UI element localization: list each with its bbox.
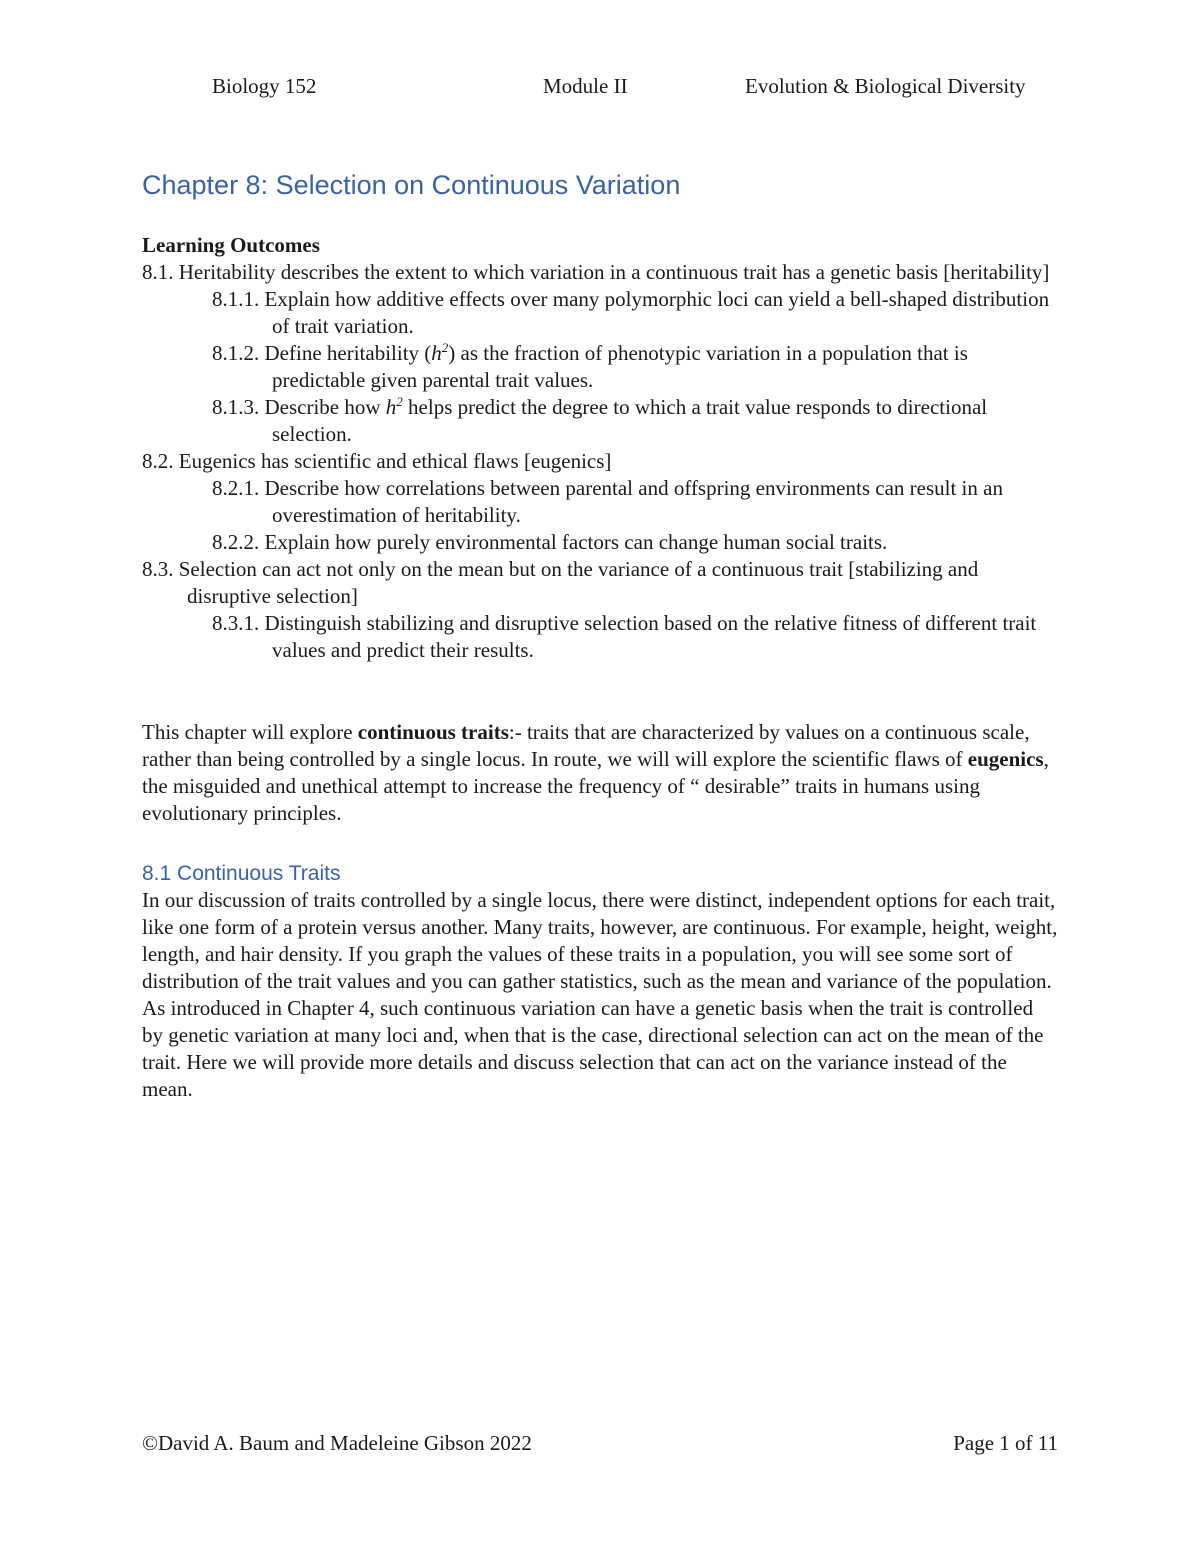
- section-body-8-1: In our discussion of traits controlled by a single locus, there were distinct, independent options for each trait, like one form of a protein versus another. Many traits, however, are continuous. For example, height, weight, length, and hair density. If you graph the values of these traits in a population, you will see some sort of distribution of the trait values and you can gather statistics, such as the mean and variance of the population. As introduced in Chapter 4, such continuous variation can have a genetic basis when the trait is controlled by genetic variation at many loci and, when that is the case, directional selection can act on the mean of the trait. Here we will provide more details and discuss selection that can act on the variance instead of the mean.: [142, 888, 1058, 1101]
- heritability-h: h: [431, 341, 442, 365]
- header-module: Module II: [543, 74, 628, 98]
- learning-outcomes-list: [142, 259, 1057, 664]
- outcome-8-2-1: 8.2.1. Describe how correlations between parental and offspring environments can result in an overestimation of heritability.: [212, 476, 1003, 527]
- outcome-8-3-1: 8.3.1. Distinguish stabilizing and disruptive selection based on the relative fitness of different trait values and predict their results.: [212, 611, 1037, 662]
- intro-text-3: , the misguided and unethical attempt to increase the frequency of “ desirable” traits in humans using evolutionary principles.: [142, 747, 1049, 825]
- header-topic: Evolution & Biological Diversity: [745, 74, 1026, 98]
- intro-text-2: :- traits that are characterized by values on a continuous scale, rather than being controlled by a single locus. In route, we will will explore the scientific flaws of: [142, 720, 1030, 771]
- outcome-8-1-3-text-end: helps predict the degree to which a trait value responds to directional selection.: [272, 395, 988, 446]
- outcome-8-1-1: 8.1.1. Explain how additive effects over many polymorphic loci can yield a bell-shaped distribution of trait variation.: [212, 287, 1050, 338]
- heritability-symbol: [431, 341, 448, 365]
- outcome-8-1-2-text-end: ) as the fraction of phenotypic variation in a population that is predictable given parental trait values.: [272, 341, 968, 392]
- chapter-title: Chapter 8: Selection on Continuous Variation: [142, 170, 681, 200]
- section-heading-8-1: 8.1 Continuous Traits: [142, 862, 341, 885]
- heritability-exponent: 2: [441, 340, 449, 355]
- outcome-8-2: 8.2. Eugenics has scientific and ethical flaws [eugenics]: [142, 449, 612, 473]
- outcome-8-1: 8.1. Heritability describes the extent to which variation in a continuous trait has a genetic basis [heritability]: [142, 260, 1050, 284]
- header-course: Biology 152: [212, 74, 317, 98]
- footer-copyright: ©David A. Baum and Madeleine Gibson 2022: [142, 1431, 532, 1455]
- outcome-8-3: 8.3. Selection can act not only on the mean but on the variance of a continuous trait [stabilizing and disruptive selection]: [142, 557, 979, 608]
- outcome-8-1-2: [142, 340, 1057, 394]
- outcome-8-1-3-text-start: 8.1.3. Describe how: [212, 395, 386, 419]
- term-continuous-traits: continuous traits: [357, 720, 509, 744]
- heritability-exponent: 2: [396, 394, 403, 409]
- term-eugenics: eugenics: [967, 747, 1044, 771]
- heritability-h: h: [385, 395, 397, 419]
- intro-paragraph: [142, 719, 1058, 827]
- learning-outcomes-heading: Learning Outcomes: [142, 233, 320, 257]
- footer-page-number: Page 1 of 11: [953, 1431, 1058, 1455]
- outcome-8-1-2-text-start: 8.1.2. Define heritability (: [212, 341, 432, 365]
- intro-text-1: This chapter will explore: [142, 720, 358, 744]
- heritability-symbol: [386, 395, 403, 419]
- outcome-8-2-2: 8.2.2. Explain how purely environmental factors can change human social traits.: [212, 530, 888, 554]
- outcome-8-1-3: [142, 394, 1057, 448]
